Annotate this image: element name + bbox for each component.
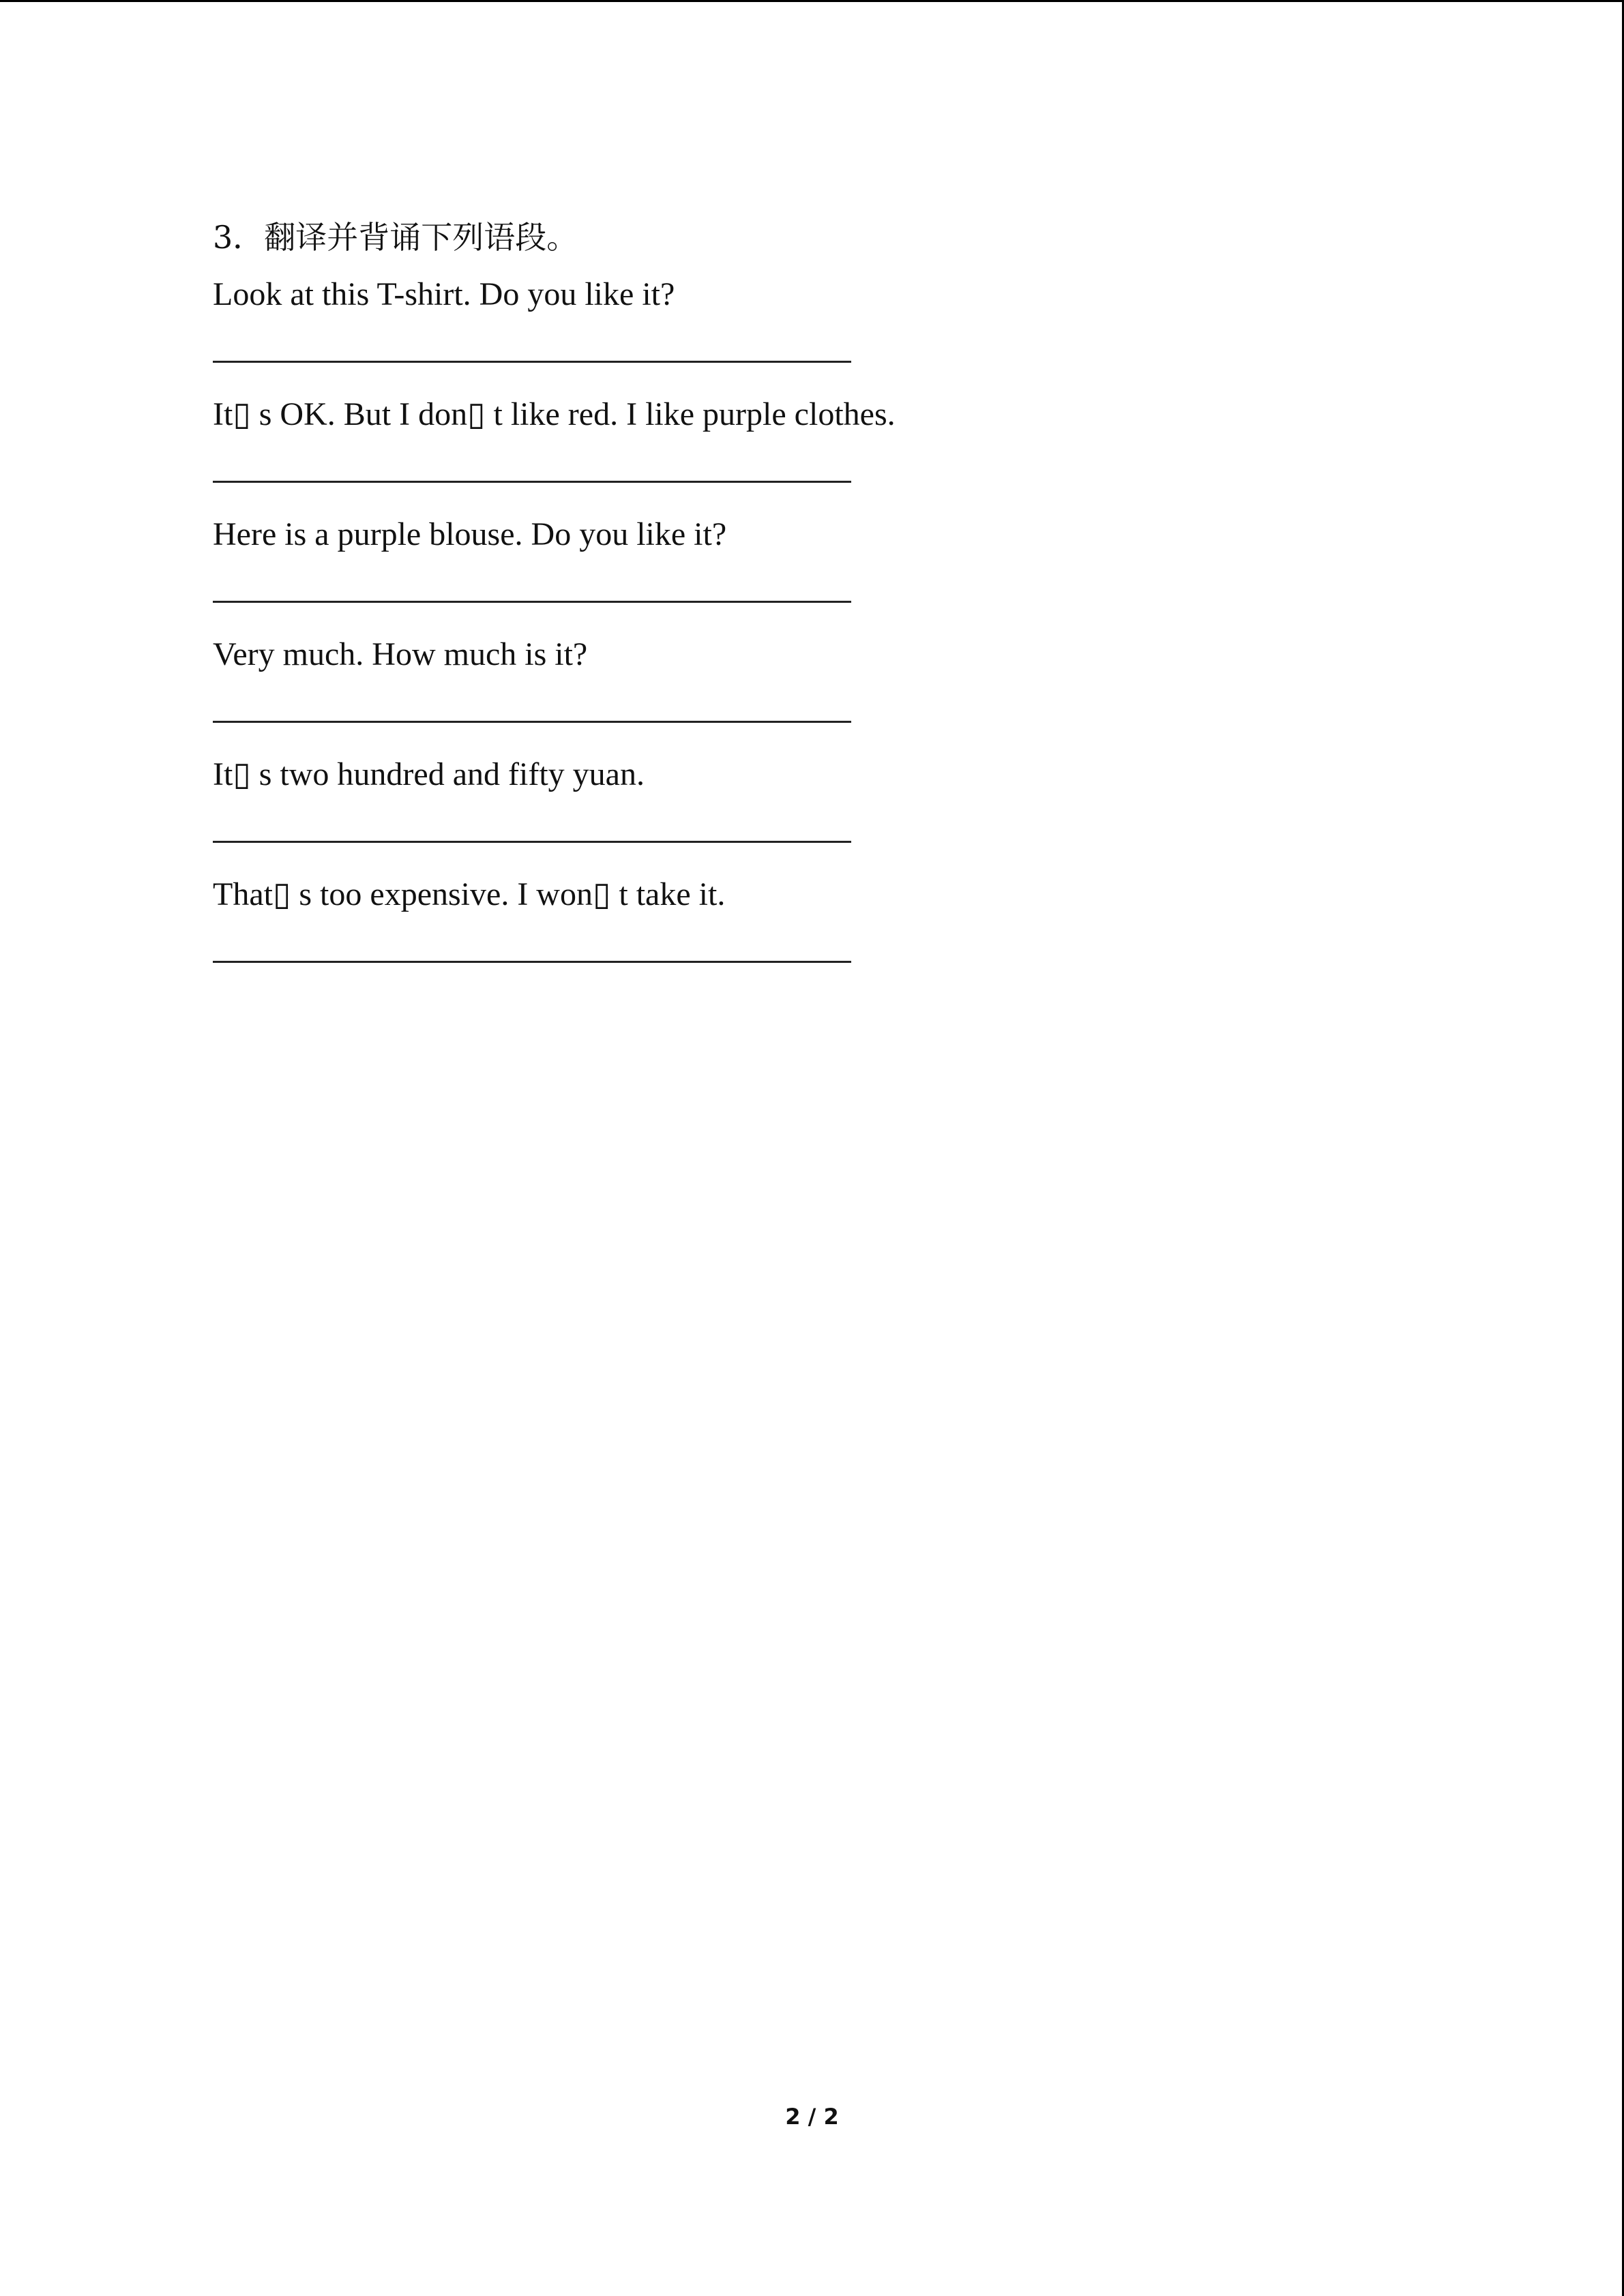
exercise-item (213, 265, 1168, 385)
exercise-item (213, 385, 1168, 505)
sentence-text: That▯ s too expensive. I won▯ t take it. (213, 876, 726, 912)
question-heading: 3．翻译并背诵下列语段。 (213, 219, 578, 256)
exercise-item (213, 745, 1168, 865)
answer-blank-line[interactable] (213, 961, 851, 963)
sentence-text: Here is a purple blouse. Do you like it? (213, 516, 727, 552)
exercise-item (213, 505, 1168, 625)
translation-exercise (213, 265, 1168, 985)
page-number: 2 / 2 (785, 2104, 839, 2130)
exercise-item (213, 625, 1168, 745)
sentence-text: Very much. How much is it? (213, 636, 588, 672)
answer-blank-line[interactable] (213, 481, 851, 483)
exercise-item (213, 865, 1168, 985)
answer-blank-line[interactable] (213, 721, 851, 723)
sentence-text: Look at this T-shirt. Do you like it? (213, 276, 675, 312)
answer-blank-line[interactable] (213, 601, 851, 603)
answer-blank-line[interactable] (213, 361, 851, 363)
sentence-text: It▯ s two hundred and fifty yuan. (213, 756, 645, 792)
question-section (213, 210, 1168, 985)
answer-blank-line[interactable] (213, 841, 851, 843)
sentence-text: It▯ s OK. But I don▯ t like red. I like purple clothes. (213, 396, 896, 432)
